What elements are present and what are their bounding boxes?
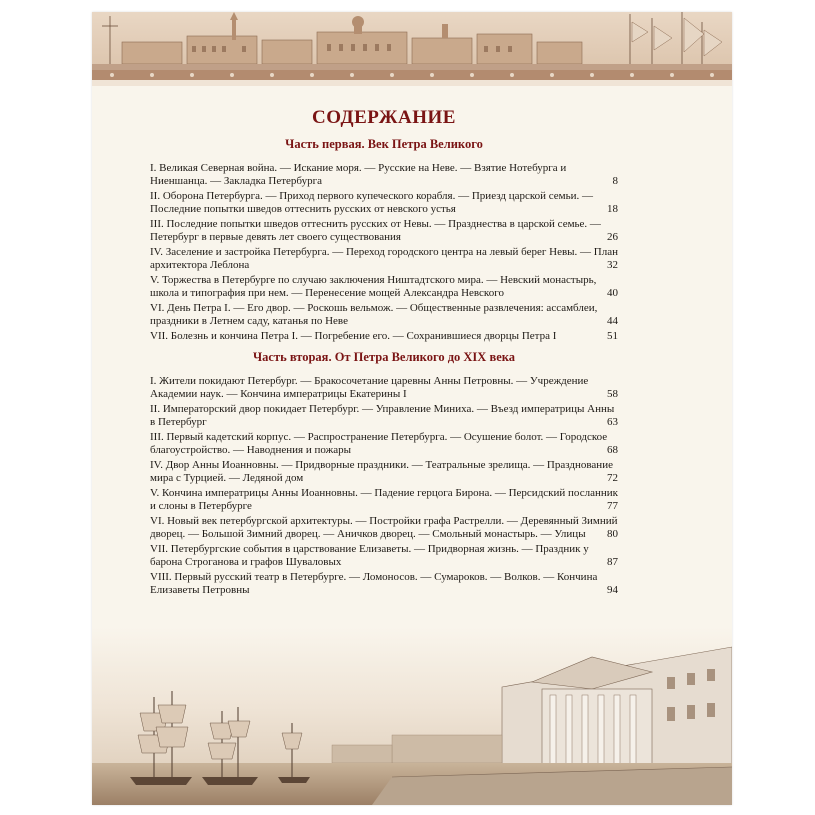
page-number: 80	[603, 528, 618, 541]
entry-text: IV. Двор Анны Иоанновны. — Придворные праздники. — Театральные зрелища. — Празднование мира с Турцией. — Ледяной дом	[150, 459, 613, 485]
page-number: 18	[603, 203, 618, 216]
entry-text: VI. День Петра I. — Его двор. — Роскошь вельмож. — Общественные развлечения: ассамблеи, праздники в Летнем саду, катанья по Неве	[150, 302, 598, 328]
entry-text: V. Торжества в Петербурге по случаю заключения Ништадтского мира. — Невский монастырь, школа и типография при нем. — Перенесение мощей Александра Невского	[150, 274, 597, 300]
toc-entry	[150, 246, 618, 272]
toc-entry	[150, 330, 618, 343]
entry-text: IV. Заселение и застройка Петербурга. — Переход городского центра на левый берег Невы. — План архитектора Леблона	[150, 246, 619, 272]
page-number: 87	[603, 556, 618, 569]
part-2-title: Часть вторая. От Петра Великого до XIX века	[252, 350, 516, 365]
toc-entry	[150, 515, 618, 541]
entry-text: II. Императорский двор покидает Петербург. — Управление Миниха. — Въезд императрицы Анны в Петербург	[150, 403, 615, 429]
part-2-entries	[150, 375, 618, 597]
page-number: 32	[603, 259, 618, 272]
toc-entry	[150, 543, 618, 569]
top-city-engraving	[92, 12, 732, 86]
page-number: 58	[603, 388, 618, 401]
toc-entry	[150, 375, 618, 401]
page-number: 77	[603, 500, 618, 513]
entry-text: V. Кончина императрицы Анны Иоанновны. — Падение герцога Бирона. — Персидский посланник и слоны в Петербурге	[150, 487, 618, 513]
entry-text: III. Первый кадетский корпус. — Распространение Петербурга. — Осушение болот. — Городское благоустройство. — Наводнения и пожары	[150, 431, 608, 457]
page-number: 40	[603, 287, 618, 300]
entry-text: VII. Петербургские события в царствование Елизаветы. — Придворная жизнь. — Праздник у барона Строганова и графов Шуваловых	[150, 543, 589, 569]
contents-title: СОДЕРЖАНИЕ	[312, 107, 456, 128]
toc-entry	[150, 218, 618, 244]
toc-entry	[150, 487, 618, 513]
toc-entry	[150, 190, 618, 216]
bottom-embankment-engraving	[92, 627, 732, 805]
part-1-entries	[150, 162, 618, 343]
page-number: 94	[603, 584, 618, 597]
entry-text: VI. Новый век петербургской архитектуры. — Постройки графа Растрелли. — Деревянный Зимний дворец. — Большой Зимний дворец. — Аничков дворец. — Смольный монастырь. — Улицы	[150, 515, 618, 541]
page-number: 44	[603, 315, 618, 328]
table-of-contents	[150, 106, 618, 599]
entry-text: VIII. Первый русский театр в Петербурге. — Ломоносов. — Сумароков. — Волков. — Кончина Елизаветы Петровны	[150, 571, 598, 597]
page-number: 26	[603, 231, 618, 244]
entry-text: I. Жители покидают Петербург. — Бракосочетание царевны Анны Петровны. — Учреждение Академии наук. — Кончина императрицы Екатерины I	[150, 375, 589, 401]
toc-entry	[150, 302, 618, 328]
page-number: 8	[609, 175, 619, 188]
page-number: 72	[603, 472, 618, 485]
toc-entry	[150, 274, 618, 300]
page-number: 63	[603, 416, 618, 429]
book-page	[92, 12, 732, 805]
page-number: 68	[603, 444, 618, 457]
toc-entry	[150, 162, 618, 188]
toc-entry	[150, 431, 618, 457]
toc-entry	[150, 571, 618, 597]
part-1-title: Часть первая. Век Петра Великого	[285, 137, 483, 151]
page-number: 51	[603, 330, 618, 343]
toc-entry	[150, 459, 618, 485]
toc-entry	[150, 403, 618, 429]
entry-text: II. Оборона Петербурга. — Приход первого купеческого корабля. — Приезд царской семьи. — Последние попытки шведов оттеснить русских от невского устья	[150, 190, 594, 216]
entry-text: VII. Болезнь и кончина Петра I. — Погребение его. — Сохранившиеся дворцы Петра I	[150, 330, 557, 342]
entry-text: I. Великая Северная война. — Искание моря. — Русские на Неве. — Взятие Нотебурга и Ниеншанца. — Закладка Петербурга	[150, 162, 567, 188]
entry-text: III. Последние попытки шведов оттеснить русских от Невы. — Празднества в царской семье. — Петербург в первые девять лет своего существования	[150, 218, 601, 244]
